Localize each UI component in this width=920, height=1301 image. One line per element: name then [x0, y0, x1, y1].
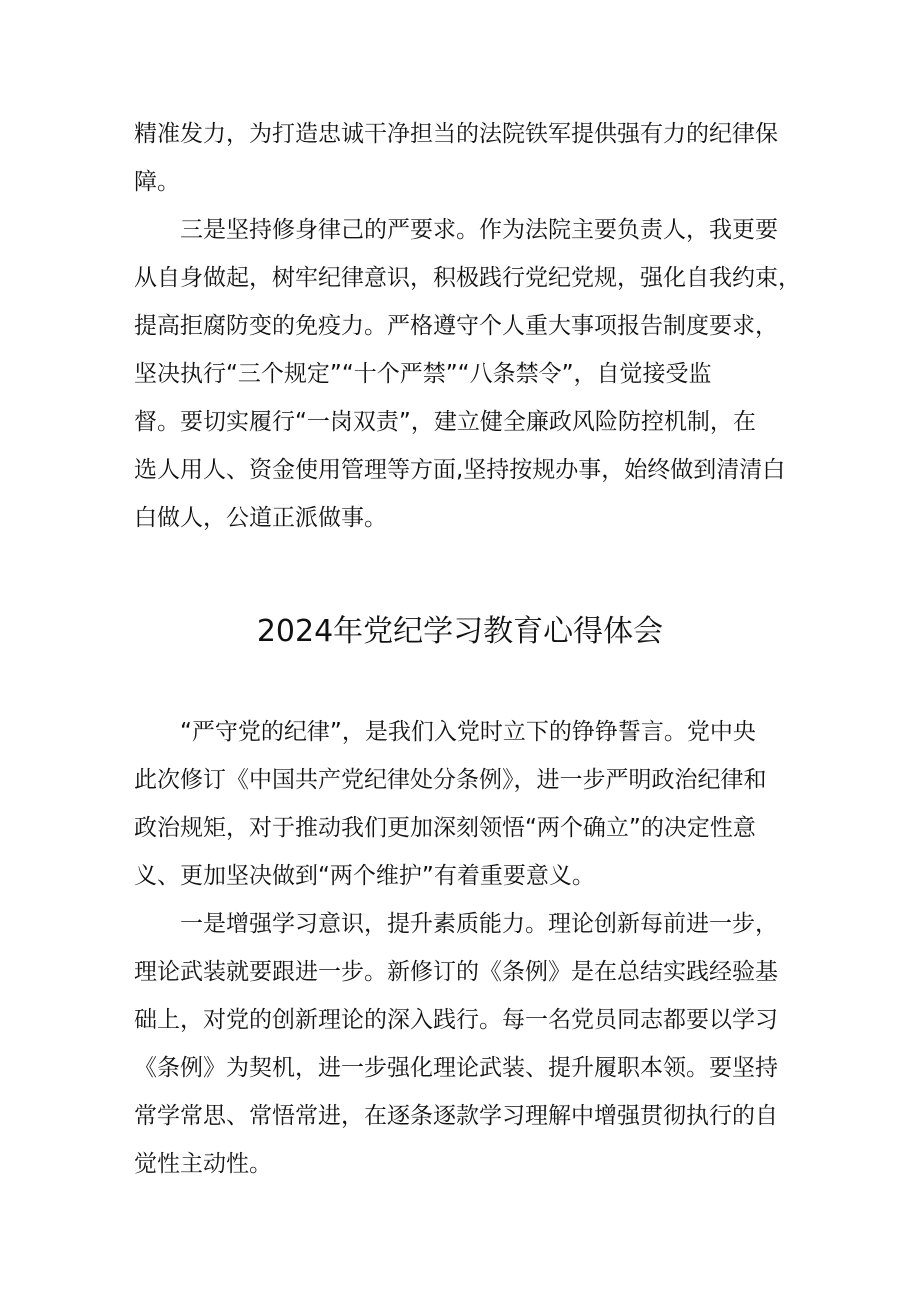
paragraph-line: 从自身做起，树牢纪律意识，积极践行党纪党规，强化自我约束， [134, 265, 801, 291]
paragraph-line: 此次修订《中国共产党纪律处分条例》，进一步严明政治纪律和 [134, 767, 767, 793]
paragraph-line: 义、更加坚决做到“两个维护”有着重要意义。 [134, 863, 595, 889]
paragraph-line: 坚决执行“三个规定”“十个严禁”“八条禁令”，自觉接受监 [134, 361, 712, 387]
paragraph-line: 《条例》为契机，进一步强化理论武装、提升履职本领。要坚持 [134, 1055, 778, 1081]
paragraph-line: 精准发力，为打造忠诚干净担当的法院铁军提供强有力的纪律保 [134, 121, 778, 147]
document-title: 2024年党纪学习教育心得体会 [256, 614, 664, 649]
paragraph-line: 理论武装就要跟进一步。新修订的《条例》是在总结实践经验基 [134, 959, 778, 985]
paragraph-line: 常学常思、常悟常进，在逐条逐款学习理解中增强贯彻执行的自 [134, 1103, 778, 1129]
paragraph-line: 白做人，公道正派做事。 [134, 505, 387, 531]
paragraph-line: “严守党的纪律”，是我们入党时立下的铮铮誓言。党中央 [180, 719, 756, 745]
paragraph-line: 提高拒腐防变的免疫力。严格遵守个人重大事项报告制度要求， [134, 313, 778, 339]
paragraph-line: 障。 [134, 169, 180, 195]
paragraph-line: 三是坚持修身律己的严要求。作为法院主要负责人，我更要 [180, 217, 778, 243]
paragraph-line: 础上，对党的创新理论的深入践行。每一名党员同志都要以学习 [134, 1007, 778, 1033]
paragraph-line: 一是增强学习意识，提升素质能力。理论创新每前进一步， [180, 911, 778, 937]
paragraph-line: 政治规矩，对于推动我们更加深刻领悟“两个确立”的决定性意 [134, 815, 756, 841]
paragraph-line: 选人用人、资金使用管理等方面,坚持按规办事，始终做到清清白 [134, 457, 786, 483]
paragraph-line: 觉性主动性。 [134, 1151, 272, 1177]
paragraph-line: 督。要切实履行“一岗双责”，建立健全廉政风险防控机制，在 [134, 409, 756, 435]
